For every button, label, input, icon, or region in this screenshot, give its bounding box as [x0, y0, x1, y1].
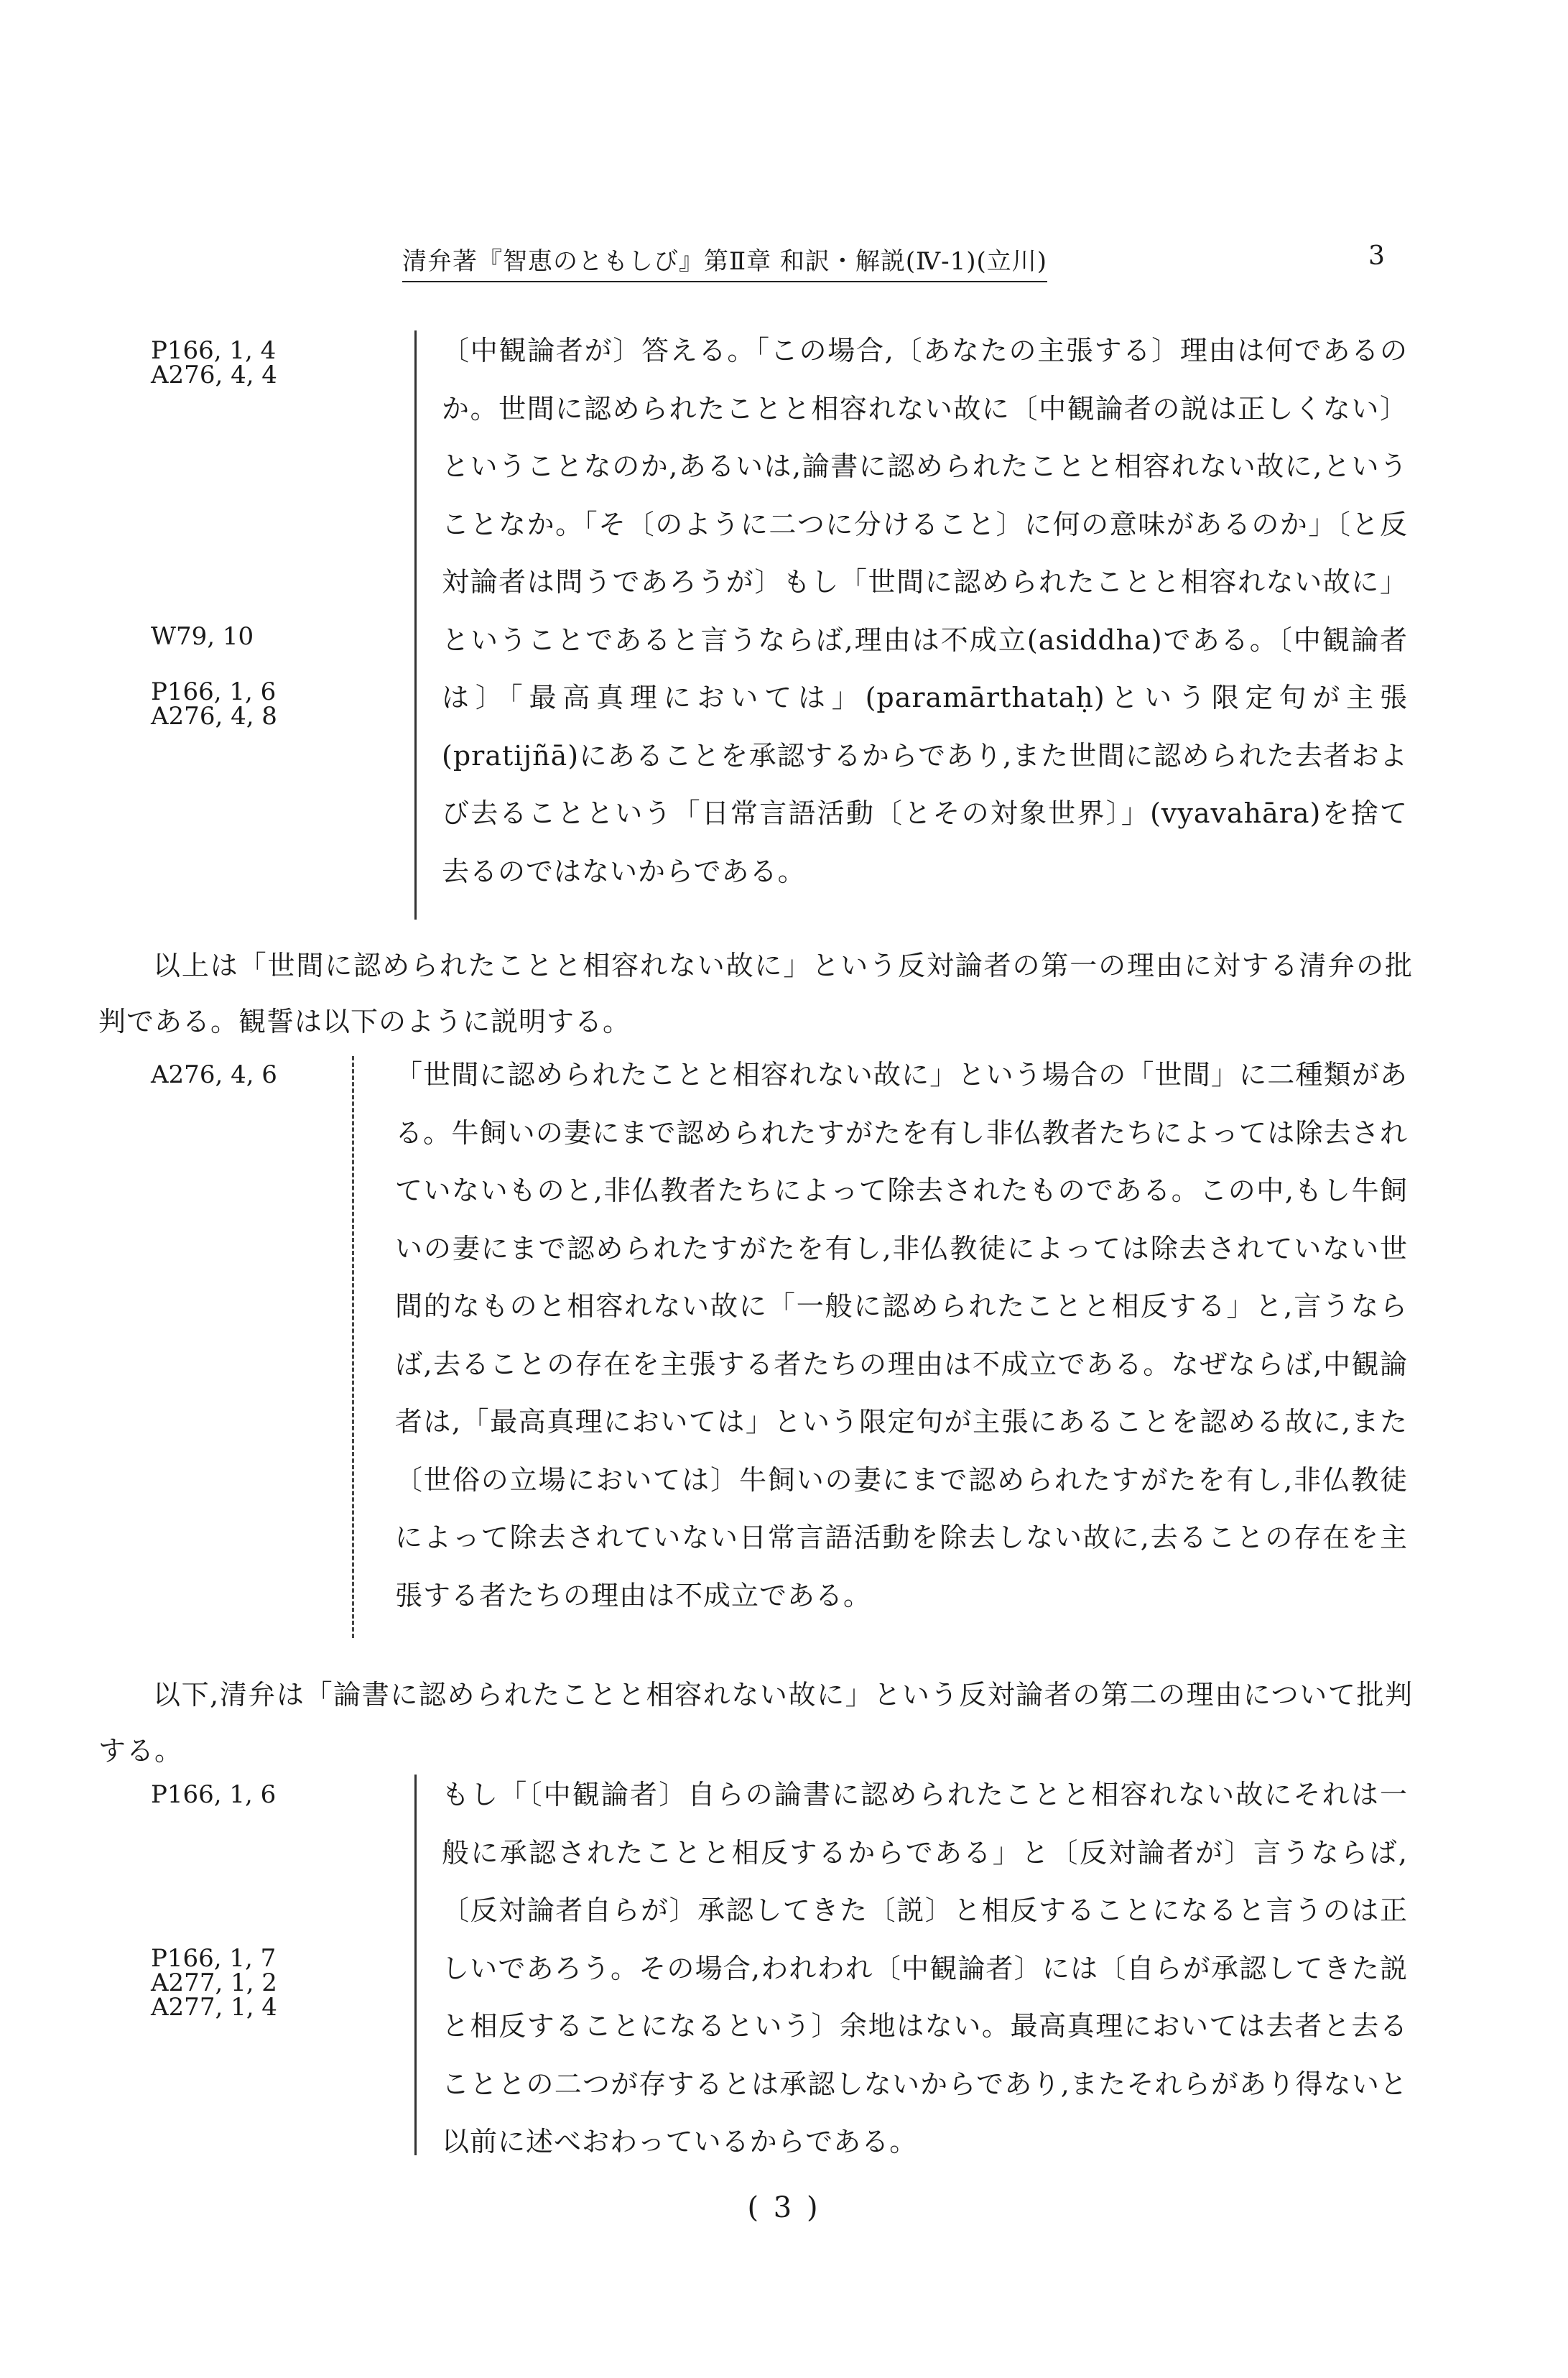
- running-header: [0, 241, 1568, 284]
- margin-ref: A276, 4, 8: [151, 702, 277, 731]
- margin-ref: A277, 1, 2: [151, 1968, 277, 1997]
- commentary-text: 以上は「世間に認められたことと相容れない故に」という反対論者の第一の理由に対する清弁の批判である。観誓は以下のように説明する。: [98, 950, 1413, 1037]
- margin-ref: P166, 1, 4: [151, 336, 277, 365]
- margin-ref: A276, 4, 4: [151, 361, 277, 389]
- quote-text: [442, 1766, 1408, 2171]
- quote-paragraph: 「世間に認められたことと相容れない故に」という場合の「世間」に二種類がある。牛飼いの妻にまで認められたすがたを有し非仏教者たちによっては除去されていないものと,非仏教者たちによって除去されたものである。この中,もし牛飼いの妻にまで認められたすがたを有し,非仏教徒によっては除去されていない世間的なものと相容れない故に「一般に認められたことと相反する」と,言うならば,去ることの存在を主張する者たちの理由は不成立である。なぜならば,中観論者は,「最高真理においては」という限定句が主張にあることを認める故に,また〔世俗の立場においては〕牛飼いの妻にまで認められたすがたを有し,非仏教徒によって除去されていない日常言語活動を除去しない故に,去ることの存在を主張する者たちの理由は不成立である。: [395, 1059, 1408, 1611]
- commentary-paragraph-1: [98, 938, 1413, 1050]
- footer-page-number: ( 3 ): [747, 2191, 821, 2224]
- running-title: 清弁著『智恵のともしび』第Ⅱ章 和訳・解説(Ⅳ-1)(立川): [402, 241, 1047, 282]
- header-page-number: 3: [1368, 241, 1385, 271]
- quote-rule: [352, 1056, 354, 1638]
- commentary-paragraph-2: [98, 1667, 1413, 1779]
- margin-ref: P166, 1, 6: [151, 677, 277, 706]
- margin-ref: P166, 1, 6: [151, 1780, 277, 1809]
- margin-ref: W79, 10: [151, 622, 254, 651]
- quote-text: [395, 1046, 1408, 1624]
- quote-rule: [414, 330, 417, 920]
- margin-ref: A277, 1, 4: [151, 1993, 277, 2022]
- quote-text: [442, 322, 1408, 900]
- quote-rule: [414, 1775, 417, 2155]
- quote-paragraph: 〔中観論者が〕答える。「この場合,〔あなたの主張する〕理由は何であるのか。世間に認められたことと相容れない故に〔中観論者の説は正しくない〕ということなのか,あるいは,論書に認められたことと相容れない故に,ということなか。「そ〔のように二つに分けること〕に何の意味があるのか」〔と反対論者は問うであろうが〕もし「世間に認められたことと相容れない故に」ということであると言うならば,理由は不成立(asiddha)である。〔中観論者は〕「最高真理においては」(paramārthataḥ)という限定句が主張(pratijñā)にあることを承認するからであり,また世間に認められた去者および去ることという「日常言語活動〔とその対象世界〕」(vyavahāra)を捨て去るのではないからである。: [442, 335, 1408, 887]
- margin-ref: P166, 1, 7: [151, 1944, 277, 1973]
- quote-paragraph: もし「〔中観論者〕自らの論書に認められたことと相容れない故にそれは一般に承認されたことと相反するからである」と〔反対論者が〕言うならば,〔反対論者自らが〕承認してきた〔説〕と相反することになると言うのは正しいであろう。その場合,われわれ〔中観論者〕には〔自らが承認してきた説と相反することになるという〕余地はない。最高真理においては去者と去ることとの二つが存するとは承認しないからであり,またそれらがあり得ないと以前に述べおわっているからである。: [442, 1779, 1408, 2157]
- page-footer: [0, 2191, 1568, 2224]
- commentary-text: 以下,清弁は「論書に認められたことと相容れない故に」という反対論者の第二の理由について批判する。: [98, 1679, 1413, 1767]
- margin-ref: A276, 4, 6: [151, 1060, 277, 1089]
